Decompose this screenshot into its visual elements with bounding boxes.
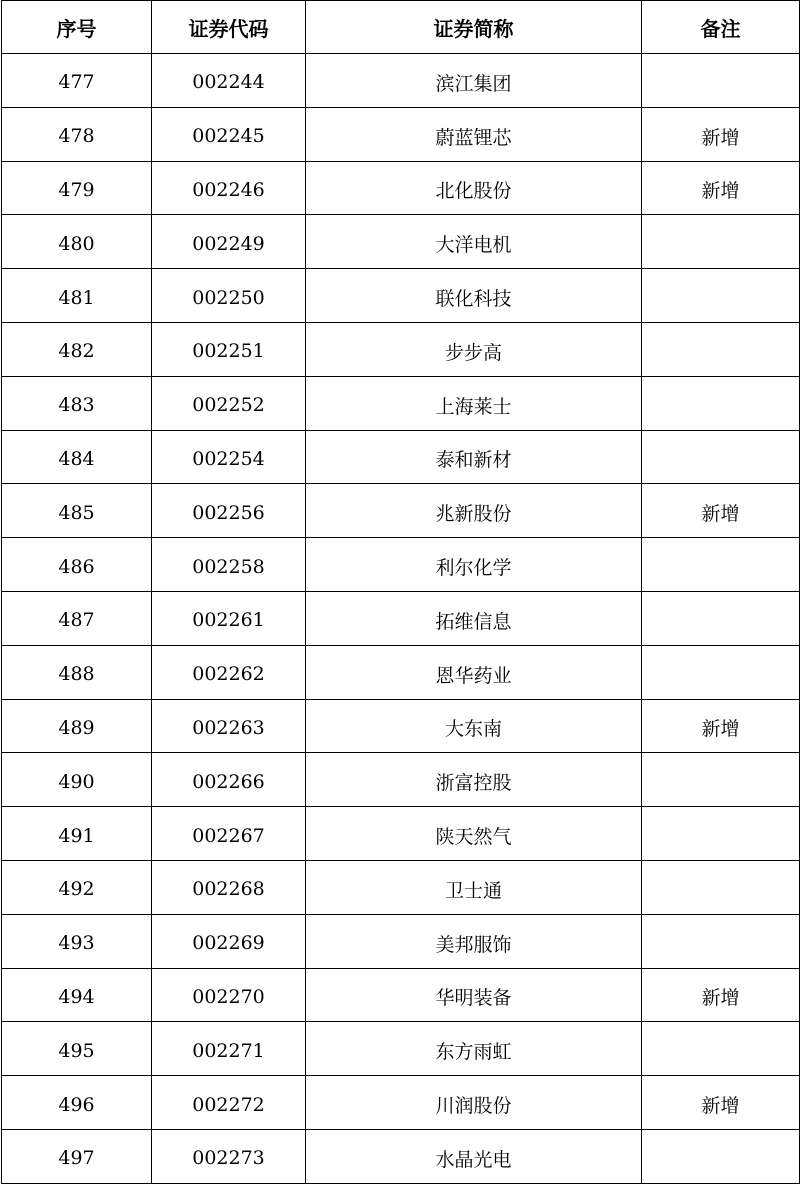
table-header [2, 1, 800, 54]
table-row [2, 269, 800, 323]
cell-name: 水晶光电 [306, 1129, 642, 1183]
cell-seq: 479 [2, 161, 152, 215]
header-seq: 序号 [2, 1, 152, 54]
cell-name: 浙富控股 [306, 753, 642, 807]
cell-code: 002251 [152, 322, 306, 376]
cell-seq: 486 [2, 538, 152, 592]
cell-note [642, 430, 800, 484]
cell-name: 华明装备 [306, 968, 642, 1022]
cell-name: 利尔化学 [306, 538, 642, 592]
cell-seq: 493 [2, 914, 152, 968]
cell-note: 新增 [642, 968, 800, 1022]
cell-code: 002263 [152, 699, 306, 753]
cell-name: 泰和新材 [306, 430, 642, 484]
cell-code: 002267 [152, 807, 306, 861]
cell-code: 002268 [152, 860, 306, 914]
cell-code: 002256 [152, 484, 306, 538]
table-row [2, 322, 800, 376]
table-row [2, 914, 800, 968]
cell-note: 新增 [642, 107, 800, 161]
cell-code: 002249 [152, 215, 306, 269]
cell-note [642, 376, 800, 430]
table-row [2, 860, 800, 914]
cell-code: 002254 [152, 430, 306, 484]
table-row [2, 538, 800, 592]
cell-code: 002252 [152, 376, 306, 430]
cell-seq: 481 [2, 269, 152, 323]
cell-note: 新增 [642, 1076, 800, 1130]
cell-note [642, 269, 800, 323]
table-row [2, 376, 800, 430]
cell-name: 东方雨虹 [306, 1022, 642, 1076]
cell-note [642, 322, 800, 376]
header-row [2, 1, 800, 54]
table-row [2, 1129, 800, 1183]
cell-code: 002258 [152, 538, 306, 592]
cell-seq: 478 [2, 107, 152, 161]
cell-note: 新增 [642, 484, 800, 538]
cell-seq: 491 [2, 807, 152, 861]
cell-name: 步步高 [306, 322, 642, 376]
table-row [2, 161, 800, 215]
cell-name: 大东南 [306, 699, 642, 753]
table-row [2, 699, 800, 753]
cell-name: 陕天然气 [306, 807, 642, 861]
cell-seq: 484 [2, 430, 152, 484]
cell-note [642, 538, 800, 592]
cell-code: 002262 [152, 645, 306, 699]
cell-code: 002270 [152, 968, 306, 1022]
table-row [2, 430, 800, 484]
cell-note: 新增 [642, 161, 800, 215]
cell-seq: 485 [2, 484, 152, 538]
cell-note [642, 1022, 800, 1076]
cell-code: 002245 [152, 107, 306, 161]
cell-name: 卫士通 [306, 860, 642, 914]
cell-note [642, 591, 800, 645]
cell-note [642, 54, 800, 108]
cell-note [642, 860, 800, 914]
cell-note [642, 753, 800, 807]
cell-code: 002269 [152, 914, 306, 968]
cell-name: 滨江集团 [306, 54, 642, 108]
cell-seq: 492 [2, 860, 152, 914]
cell-seq: 480 [2, 215, 152, 269]
cell-note [642, 215, 800, 269]
table-row [2, 807, 800, 861]
cell-name: 上海莱士 [306, 376, 642, 430]
cell-name: 联化科技 [306, 269, 642, 323]
table-row [2, 645, 800, 699]
cell-name: 恩华药业 [306, 645, 642, 699]
header-code: 证券代码 [152, 1, 306, 54]
cell-note [642, 1129, 800, 1183]
cell-code: 002272 [152, 1076, 306, 1130]
table-row [2, 968, 800, 1022]
cell-seq: 495 [2, 1022, 152, 1076]
cell-name: 北化股份 [306, 161, 642, 215]
table-row [2, 1076, 800, 1130]
cell-seq: 477 [2, 54, 152, 108]
cell-seq: 482 [2, 322, 152, 376]
cell-name: 兆新股份 [306, 484, 642, 538]
cell-name: 蔚蓝锂芯 [306, 107, 642, 161]
cell-seq: 494 [2, 968, 152, 1022]
table-row [2, 215, 800, 269]
table-body [2, 54, 800, 1184]
cell-name: 美邦服饰 [306, 914, 642, 968]
cell-name: 拓维信息 [306, 591, 642, 645]
table-row [2, 753, 800, 807]
header-note: 备注 [642, 1, 800, 54]
cell-seq: 487 [2, 591, 152, 645]
cell-note: 新增 [642, 699, 800, 753]
table-row [2, 107, 800, 161]
cell-seq: 483 [2, 376, 152, 430]
securities-table [1, 0, 800, 1184]
header-name: 证券简称 [306, 1, 642, 54]
cell-note [642, 914, 800, 968]
cell-name: 川润股份 [306, 1076, 642, 1130]
table-row [2, 484, 800, 538]
cell-code: 002250 [152, 269, 306, 323]
cell-code: 002244 [152, 54, 306, 108]
table-row [2, 54, 800, 108]
cell-seq: 496 [2, 1076, 152, 1130]
cell-seq: 490 [2, 753, 152, 807]
cell-note [642, 645, 800, 699]
cell-code: 002273 [152, 1129, 306, 1183]
cell-code: 002261 [152, 591, 306, 645]
cell-seq: 488 [2, 645, 152, 699]
cell-seq: 497 [2, 1129, 152, 1183]
cell-name: 大洋电机 [306, 215, 642, 269]
cell-code: 002266 [152, 753, 306, 807]
cell-code: 002246 [152, 161, 306, 215]
cell-code: 002271 [152, 1022, 306, 1076]
table-row [2, 1022, 800, 1076]
cell-note [642, 807, 800, 861]
cell-seq: 489 [2, 699, 152, 753]
table-row [2, 591, 800, 645]
